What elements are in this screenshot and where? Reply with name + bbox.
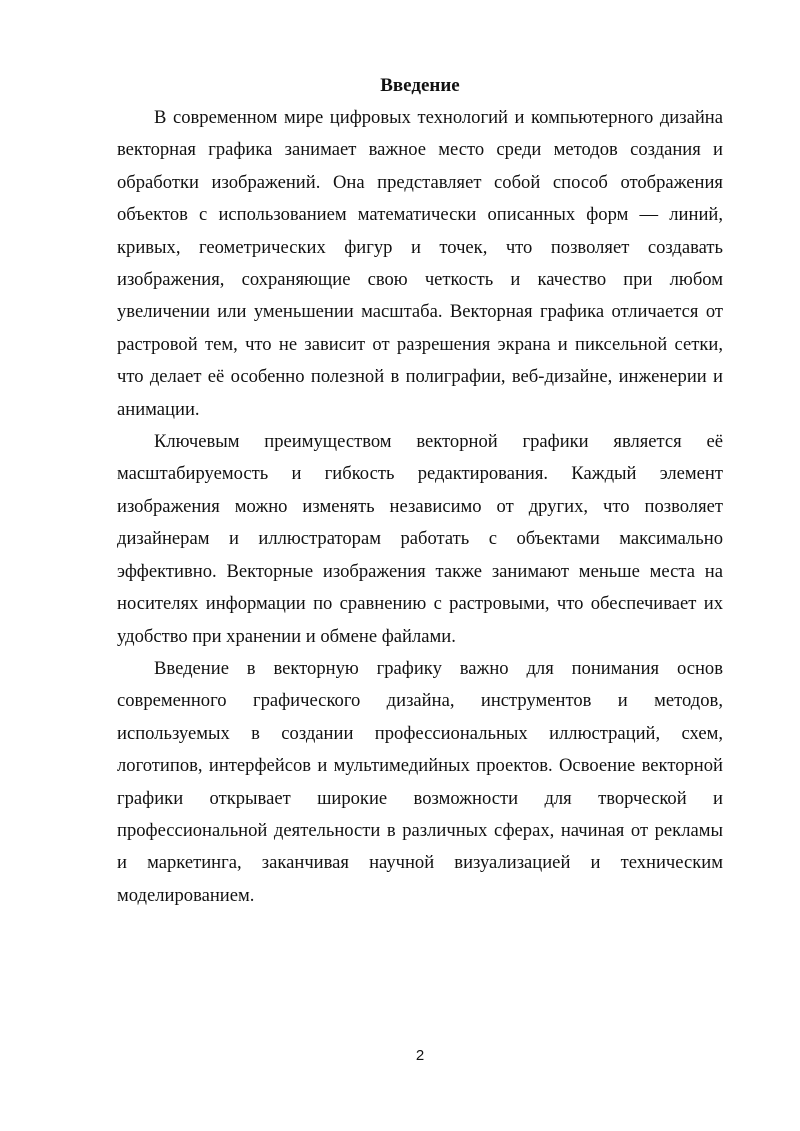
section-heading: Введение: [380, 75, 460, 96]
page-number: 2: [415, 1047, 425, 1064]
paragraph-2: Ключевым преимуществом векторной графики является её масштабируемость и гибкость редактирования. Каждый элемент изображения можно изменять независимо от других, что позволяет дизайнерам и иллюстраторам работать с объектами максимально эффективно. Векторные изображения также занимают меньше места на носителях информации по сравнению с растровыми, что обеспечивает их удобство при хранении и обмене файлами.: [117, 431, 723, 647]
paragraph-1: В современном мире цифровых технологий и компьютерного дизайна векторная графика занимает важное место среди методов создания и обработки изображений. Она представляет собой способ отображения объектов с использованием математически описанных форм — линий, кривых, геометрических фигур и точек, что позволяет создавать изображения, сохраняющие свою четкость и качество при любом увеличении или уменьшении масштаба. Векторная графика отличается от растровой тем, что не зависит от разрешения экрана и пиксельной сетки, что делает её особенно полезной в полиграфии, веб-дизайне, инженерии и анимации.: [117, 107, 723, 420]
paragraph-3: Введение в векторную графику важно для понимания основ современного графического дизайна, инструментов и методов, используемых в создании профессиональных иллюстраций, схем, логотипов, интерфейсов и мультимедийных проектов. Освоение векторной графики открывает широкие возможности для творческой и профессиональной деятельности в различных сферах, начиная от рекламы и маркетинга, заканчивая научной визуализацией и техническим моделированием.: [117, 657, 723, 906]
document-page: [117, 74, 723, 912]
